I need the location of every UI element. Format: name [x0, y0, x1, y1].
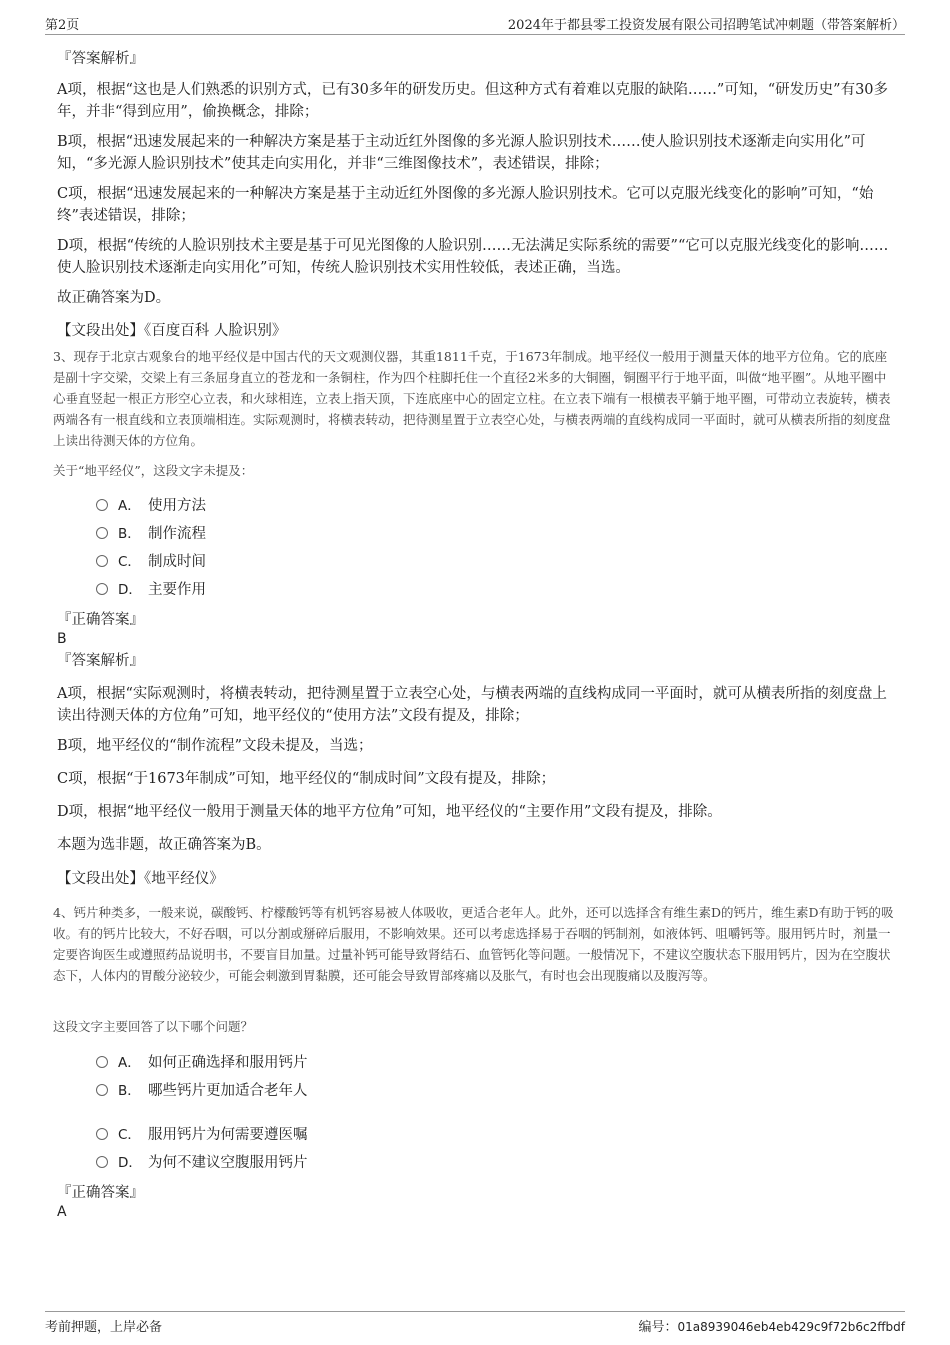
document-title: 2024年于都县零工投资发展有限公司招聘笔试冲刺题（带答案解析）: [507, 18, 905, 33]
q4-option-c[interactable]: C． 服用钙片为何需要遵医嘱: [96, 1125, 308, 1145]
radio-icon[interactable]: [96, 1056, 108, 1068]
q3-analysis-d: D项，根据“地平经仪一般用于测量天体的地平方位角”可知，地平经仪的“主要作用”文段有提及，排除。: [57, 804, 722, 820]
q4-option-b[interactable]: B． 哪些钙片更加适合老年人: [96, 1081, 308, 1101]
q2-analysis-c: C项，根据“迅速发展起来的一种解决方案是基于主动近红外图像的多光源人脸识别技术。它可以克服光线变化的影响”可知，“始终”表述错误，排除；: [57, 186, 874, 224]
radio-icon[interactable]: [96, 527, 108, 539]
radio-icon[interactable]: [96, 1084, 108, 1096]
q3-answer-heading: 『正确答案』: [57, 612, 144, 628]
q2-analysis-heading: 『答案解析』: [57, 51, 144, 67]
q4-option-a[interactable]: A． 如何正确选择和服用钙片: [96, 1053, 308, 1073]
radio-icon[interactable]: [96, 555, 108, 567]
q3-answer: B: [57, 631, 67, 647]
q2-analysis-a: A项，根据“这也是人们熟悉的识别方式，已有30多年的研发历史。但这种方式有着难以克服的缺陷……”可知，“研发历史”有30多年，并非“得到应用”，偷换概念，排除；: [57, 82, 889, 120]
radio-icon[interactable]: [96, 1156, 108, 1168]
q2-conclusion: 故正确答案为D。: [57, 290, 171, 306]
radio-icon[interactable]: [96, 499, 108, 511]
q3-analysis-heading: 『答案解析』: [57, 653, 144, 669]
q3-conclusion: 本题为选非题，故正确答案为B。: [57, 837, 271, 853]
q3-analysis-b: B项，地平经仪的“制作流程”文段未提及，当选；: [57, 738, 373, 754]
page-footer: [45, 1311, 905, 1334]
q3-analysis-a: A项，根据“实际观测时，将横表转动，把待测星置于立表空心处，与横表两端的直线构成同一平面时，就可从横表所指的刻度盘上读出待测天体的方位角”可知，地平经仪的“使用方法”文段有提及，排除；: [57, 686, 887, 724]
q3-analysis-c: C项，根据“于1673年制成”可知，地平经仪的“制成时间”文段有提及，排除；: [57, 771, 556, 787]
q3-option-a[interactable]: A． 使用方法: [96, 496, 206, 516]
q3-option-d[interactable]: D． 主要作用: [96, 580, 206, 600]
document-code: 编号：01a8939046eb4eb429c9f72b6c2ffbdf: [638, 1320, 905, 1335]
q4-passage: 4、钙片种类多，一般来说，碳酸钙、柠檬酸钙等有机钙容易被人体吸收，更适合老年人。此外，还可以选择含有维生素D的钙片，维生素D有助于钙的吸收。有的钙片比较大，不好吞咽，可以分割或掰碎后服用，不影响效果。还可以考虑选择易于吞咽的钙制剂，如液体钙、咀嚼钙等。服用钙片时，剂量一定要咨询医生或遵照药品说明书，不要盲目加量。过量补钙可能导致肾结石、血管钙化等问题。一般情况下，不建议空腹状态下服用钙片，因为在空腹状态下，人体内的胃酸分泌较少，可能会刺激到胃黏膜，还可能会导致胃部疼痛以及胀气，有时也会出现腹痛以及腹泻等。: [53, 905, 894, 983]
q4-answer-heading: 『正确答案』: [57, 1185, 144, 1201]
q3-passage: 3、现存于北京古观象台的地平经仪是中国古代的天文观测仪器，其重1811千克，于1673年制成。地平经仪一般用于测量天体的地平方位角。它的底座是副十字交梁，交梁上有三条屈身直立的苍龙和一条铜柱，作为四个柱脚托住一个直径2米多的大铜圈，铜圈平行于地平面，叫做“地平圈”。从地平圈中心垂直竖起一根正方形空心立表，和火球相连，立表上指天顶，下连底座中心的固定立柱。在立表下端有一根横表平躺于地平圈，可带动立表旋转，横表两端各有一根直线和立表顶端相连。实际观测时，将横表转动，把待测星置于立表空心处，与横表两端的直线构成同一平面时，就可从横表所指的刻度盘上读出待测天体的方位角。: [53, 349, 891, 448]
q2-analysis-d: D项，根据“传统的人脸识别技术主要是基于可见光图像的人脸识别……无法满足实际系统的需要”“它可以克服光线变化的影响……使人脸识别技术逐渐走向实用化”可知，传统人脸识别技术实用性较低，表述正确，当选。: [57, 238, 889, 276]
q2-source: 【文段出处】《百度百科 人脸识别》: [57, 323, 287, 339]
footer-slogan: 考前押题，上岸必备: [45, 1320, 163, 1335]
radio-icon[interactable]: [96, 583, 108, 595]
q3-source: 【文段出处】《地平经仪》: [57, 871, 224, 887]
page-number: 第2页: [45, 18, 80, 33]
q3-option-c[interactable]: C． 制成时间: [96, 552, 206, 572]
q3-question: 关于“地平经仪”，这段文字未提及：: [53, 463, 254, 478]
q3-option-b[interactable]: B． 制作流程: [96, 524, 206, 544]
q2-analysis-b: B项，根据“迅速发展起来的一种解决方案是基于主动近红外图像的多光源人脸识别技术……使人脸识别技术逐渐走向实用化”可知，“多光源人脸识别技术”使其走向实用化，并非“三维图像技术”，表述错误，排除；: [57, 134, 866, 172]
page-header: [45, 14, 905, 35]
q4-question: 这段文字主要回答了以下哪个问题？: [53, 1019, 254, 1034]
q4-option-d[interactable]: D． 为何不建议空腹服用钙片: [96, 1153, 308, 1173]
radio-icon[interactable]: [96, 1128, 108, 1140]
q4-answer: A: [57, 1204, 67, 1220]
